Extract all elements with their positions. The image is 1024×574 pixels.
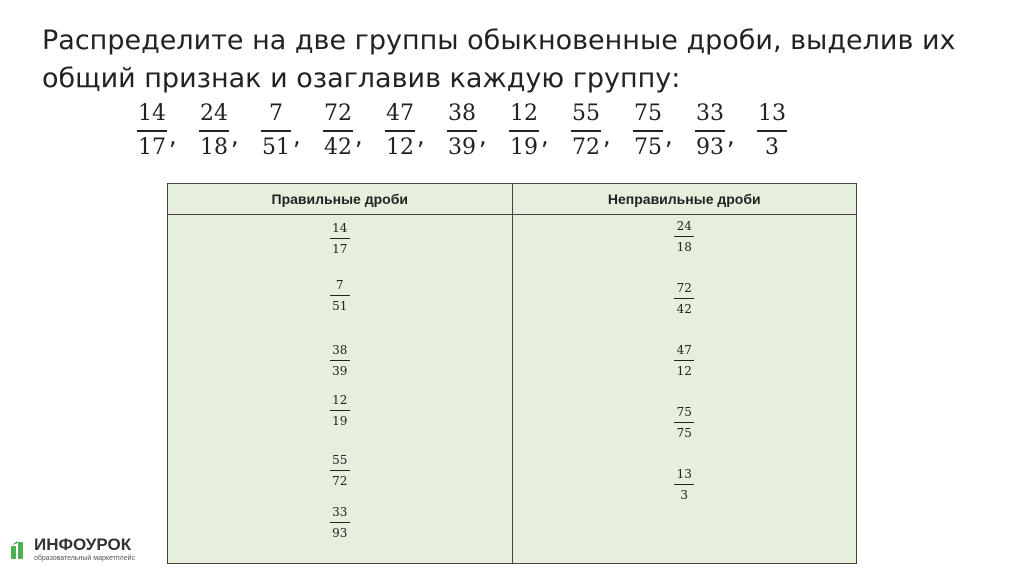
header-proper: Правильные дроби: [168, 184, 513, 214]
fraction-numerator: 33: [696, 101, 724, 126]
table-fraction: [168, 221, 512, 256]
table-fraction: [168, 505, 512, 540]
table-fraction: [513, 281, 857, 316]
fraction: [385, 100, 415, 162]
fraction-item: [695, 100, 757, 162]
fraction-bar: [695, 130, 725, 132]
fraction-numerator: 47: [676, 343, 692, 357]
fraction: [199, 100, 229, 162]
fraction-denominator: 12: [386, 135, 414, 160]
fraction-bar: [199, 130, 229, 132]
fraction-bar: [674, 422, 694, 423]
separator-comma: ,: [169, 122, 177, 150]
fraction: [571, 100, 601, 162]
task-title: Распределите на две группы обыкновенные дроби, выделив их общий признак и озаглавив каждую группу:: [42, 25, 956, 94]
fraction-numerator: 24: [200, 101, 228, 126]
fraction-numerator: 33: [332, 505, 348, 519]
separator-comma: ,: [727, 122, 735, 150]
fraction-item: [137, 100, 199, 162]
fraction-denominator: 17: [138, 135, 166, 160]
table-fraction: [168, 453, 512, 488]
fraction-bar: [261, 130, 291, 132]
fraction-bar: [674, 484, 694, 485]
fraction-numerator: 55: [332, 453, 348, 467]
table-fraction: [513, 467, 857, 502]
fraction-denominator: 51: [332, 299, 348, 313]
fraction-numerator: 38: [448, 101, 476, 126]
separator-comma: ,: [417, 122, 425, 150]
fraction-item: [633, 100, 695, 162]
fraction-denominator: 51: [262, 135, 290, 160]
fraction-bar: [323, 130, 353, 132]
column-improper: [513, 215, 857, 564]
fraction-numerator: 72: [676, 281, 692, 295]
fraction: [261, 100, 291, 162]
fraction-bar: [674, 360, 694, 361]
fraction-denominator: 39: [332, 364, 348, 378]
fraction-numerator: 55: [572, 101, 600, 126]
table-fraction: [168, 343, 512, 378]
fraction-bar: [330, 470, 350, 471]
fraction-numerator: 14: [138, 101, 166, 126]
table-header: [168, 184, 856, 215]
fraction-item: [447, 100, 509, 162]
table-fraction: [168, 278, 512, 313]
separator-comma: ,: [293, 122, 301, 150]
fraction-numerator: 13: [676, 467, 692, 481]
fraction-denominator: 18: [200, 135, 228, 160]
separator-comma: ,: [479, 122, 487, 150]
fraction-denominator: 3: [680, 488, 689, 502]
fraction-numerator: 7: [335, 278, 344, 292]
fraction-numerator: 75: [676, 405, 692, 419]
fraction-bar: [330, 522, 350, 523]
fraction: [323, 100, 353, 162]
fraction-denominator: 93: [332, 526, 348, 540]
fraction-bar: [509, 130, 539, 132]
fraction-denominator: 3: [765, 135, 779, 160]
fraction: [633, 100, 663, 162]
fraction: [695, 100, 725, 162]
fraction-item: [509, 100, 571, 162]
fraction-item: [385, 100, 447, 162]
separator-comma: ,: [603, 122, 611, 150]
table-fraction: [513, 219, 857, 254]
fraction-bar: [330, 238, 350, 239]
fraction-denominator: 42: [676, 302, 692, 316]
fraction-denominator: 17: [332, 242, 348, 256]
table-fraction: [513, 405, 857, 440]
fraction-bar: [674, 236, 694, 237]
logo-name: ИНФОУРОК: [34, 535, 132, 554]
fraction-numerator: 47: [386, 101, 414, 126]
table-fraction: [168, 393, 512, 428]
separator-comma: ,: [231, 122, 239, 150]
fraction-bar: [633, 130, 663, 132]
fraction: [757, 100, 787, 162]
brand-logo: [10, 536, 135, 563]
fraction-numerator: 75: [634, 101, 662, 126]
separator-comma: ,: [541, 122, 549, 150]
fraction: [447, 100, 477, 162]
fraction-item: [571, 100, 633, 162]
fraction-denominator: 18: [676, 240, 692, 254]
fraction: [509, 100, 539, 162]
fraction-item: [757, 100, 787, 162]
fraction-numerator: 24: [676, 219, 692, 233]
separator-comma: ,: [665, 122, 673, 150]
fraction-bar: [447, 130, 477, 132]
infourok-logo-icon: [10, 540, 30, 560]
fraction-item: [199, 100, 261, 162]
fraction-numerator: 12: [510, 101, 538, 126]
fraction-item: [261, 100, 323, 162]
fraction-item: [323, 100, 385, 162]
fraction-bar: [571, 130, 601, 132]
fraction-denominator: 93: [696, 135, 724, 160]
fraction-numerator: 13: [758, 101, 786, 126]
fraction-denominator: 12: [676, 364, 692, 378]
logo-subtitle: образовательный маркетплейс: [34, 555, 136, 562]
separator-comma: ,: [355, 122, 363, 150]
fraction-bar: [330, 295, 350, 296]
fraction-numerator: 38: [332, 343, 348, 357]
classification-table: [167, 183, 857, 564]
fraction-bar: [385, 130, 415, 132]
fraction-denominator: 19: [332, 414, 348, 428]
fraction-numerator: 12: [332, 393, 348, 407]
fraction-denominator: 75: [676, 426, 692, 440]
fraction-denominator: 72: [572, 135, 600, 160]
fraction-bar: [757, 130, 787, 132]
fraction-bar: [674, 298, 694, 299]
fraction-denominator: 75: [634, 135, 662, 160]
fraction-numerator: 14: [332, 221, 348, 235]
fraction-denominator: 42: [324, 135, 352, 160]
fraction-denominator: 39: [448, 135, 476, 160]
table-fraction: [513, 343, 857, 378]
fraction-bar: [137, 130, 167, 132]
fraction-denominator: 19: [510, 135, 538, 160]
fraction-bar: [330, 360, 350, 361]
header-improper: Неправильные дроби: [607, 191, 761, 207]
column-proper: [168, 215, 513, 564]
fraction-denominator: 72: [332, 474, 348, 488]
fraction-bar: [330, 410, 350, 411]
fraction-numerator: 72: [324, 101, 352, 126]
fraction: [137, 100, 167, 162]
fraction-numerator: 7: [269, 101, 283, 126]
fraction-list: [137, 100, 787, 162]
